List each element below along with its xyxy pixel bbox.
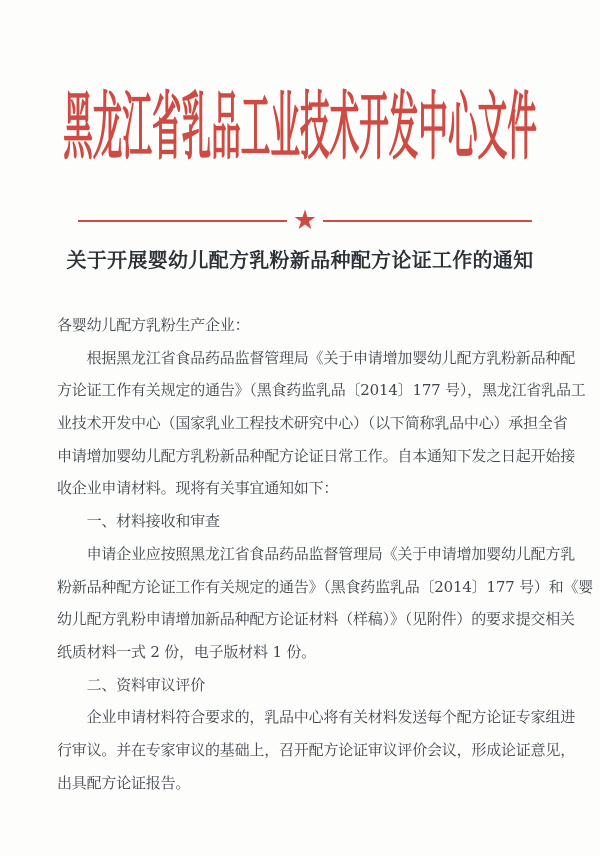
body-line: 申请增加婴幼儿配方乳粉新品种配方论证日常工作。自本通知下发之日起开始接 [57,446,576,465]
red-document-header [0,86,600,168]
divider-rule-right [323,220,532,222]
body-line: 收企业申请材料。现将有关事宜通知如下： [57,479,339,498]
star-icon: ★ [292,204,318,236]
body-line: 粉新品种配方论证工作有关规定的通告》（黑食药监乳品〔2014〕177 号）和《婴 [57,577,594,596]
divider-rule-left [78,220,287,222]
body-line: 申请企业应按照黑龙江省食品药品监督管理局《关于申请增加婴幼儿配方乳 [57,544,576,563]
body-line: 根据黑龙江省食品药品监督管理局《关于申请增加婴幼儿配方乳粉新品种配 [57,348,576,367]
issuing-authority-title: 黑龙江省乳品工业技术开发中心文件 [63,84,537,170]
body-line: 出具配方论证报告。 [57,773,191,792]
body-line: 一、材料接收和审查 [57,512,220,531]
body-line: 行审议。并在专家审议的基础上，召开配方论证审议评价会议，形成论证意见， [57,740,576,759]
body-line: 企业申请材料符合要求的，乳品中心将有关材料发送每个配方论证专家组进 [57,708,576,727]
body-line: 各婴幼儿配方乳粉生产企业： [57,316,250,334]
body-line: 方论证工作有关规定的通告》（黑食药监乳品〔2014〕177 号），黑龙江省乳品工 [57,381,586,400]
body-line: 纸质材料一式 2 份，电子版材料 1 份。 [57,642,316,661]
body-line: 业技术开发中心（国家乳业工程技术研究中心）（以下简称乳品中心）承担全省 [57,414,568,433]
body-line: 二、资料审议评价 [57,675,206,694]
body-line: 幼儿配方乳粉申请增加新品种配方论证材料（样稿）》（见附件）的要求提交相关 [57,610,575,629]
document-body [57,309,594,799]
notice-title: 关于开展婴幼儿配方乳粉新品种配方论证工作的通知 [66,248,534,272]
star-divider [78,206,532,236]
